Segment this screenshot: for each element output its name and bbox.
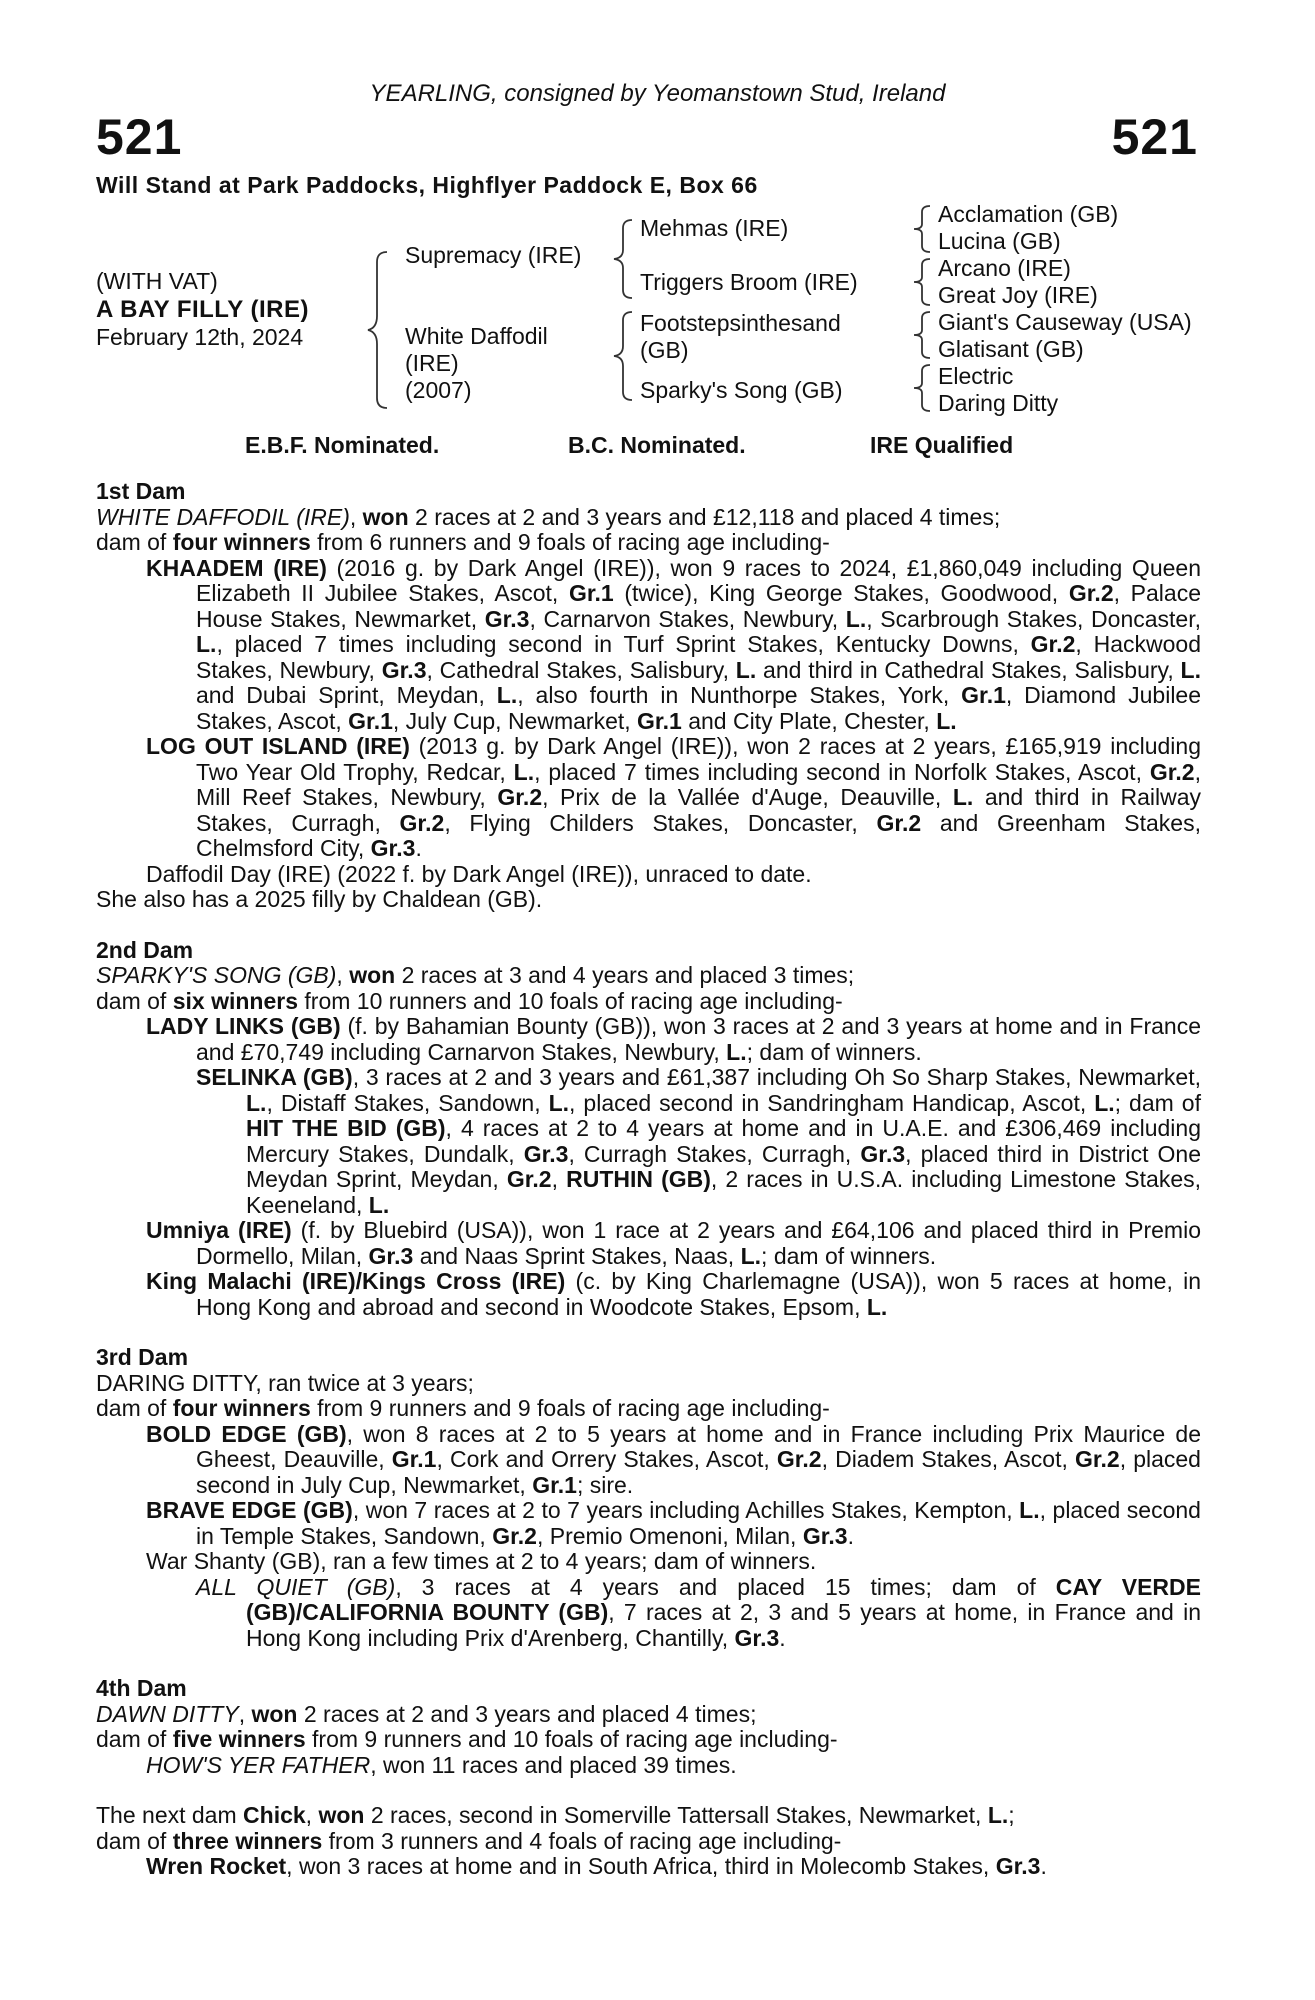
next-dam-produce: dam of three winners from 3 runners and 4 foals of racing age including- <box>96 1827 842 1854</box>
first-dam-record: WHITE DAFFODIL (IRE), won 2 races at 2 and 3 years and £12,118 and placed 4 times; <box>96 503 1001 530</box>
dd-sire: Electric <box>938 363 1014 389</box>
horse-bold-edge: BOLD EDGE (GB) <box>146 1420 347 1447</box>
ss-dam: Lucina (GB) <box>938 228 1061 254</box>
horse-selinka: SELINKA (GB) <box>196 1064 353 1090</box>
dam-sire-line-1: Footstepsinthesand <box>640 310 841 336</box>
dam-line-2: (IRE) <box>405 350 459 376</box>
horse-umniya: Umniya (IRE) <box>146 1217 292 1243</box>
pedigree-brace-3a <box>910 204 936 254</box>
produce-umniya: Umniya (IRE) (f. by Bluebird (USA)), won 1 race at 2 years and £64,106 and placed third in Premio Dormello, Milan, Gr.3 and Naas Sprint Stakes, Naas, L.; dam of winners. <box>146 1217 1201 1269</box>
third-dam-heading: 3rd Dam <box>96 1344 189 1370</box>
ds-dam: Glatisant (GB) <box>938 336 1084 362</box>
horse-king-malachi: King Malachi (IRE)/Kings Cross (IRE) <box>146 1268 566 1294</box>
first-dam-name: WHITE DAFFODIL (IRE) <box>96 503 350 530</box>
sire: Supremacy (IRE) <box>405 242 582 268</box>
first-dam-heading: 1st Dam <box>96 478 186 504</box>
pedigree-brace-3b <box>910 257 936 307</box>
produce-wren-rocket: Wren Rocket, won 3 races at home and in South Africa, third in Molecomb Stakes, Gr.3. <box>146 1853 1047 1879</box>
ire-qualified: IRE Qualified <box>870 432 1014 458</box>
pedigree-brace-3c <box>910 310 936 360</box>
second-dam-name: SPARKY'S SONG (GB) <box>96 962 337 988</box>
second-dam-heading: 2nd Dam <box>96 936 194 963</box>
pedigree-brace-1 <box>365 250 395 410</box>
dam-line-3: (2007) <box>405 377 472 403</box>
pedigree-brace-3d <box>910 363 936 413</box>
produce-war-shanty: War Shanty (GB), ran a few times at 2 to 4 years; dam of winners. <box>146 1548 817 1574</box>
horse-lady-links: LADY LINKS (GB) <box>146 1013 341 1039</box>
horse-khaadem: KHAADEM (IRE) <box>146 554 327 581</box>
sd-sire: Arcano (IRE) <box>938 255 1071 281</box>
date-of-birth: February 12th, 2024 <box>96 324 304 350</box>
horse-log-out-island: LOG OUT ISLAND (IRE) <box>146 733 410 759</box>
stand-location: Will Stand at Park Paddocks, Highflyer Paddock E, Box 66 <box>96 172 758 198</box>
ds-sire: Giant's Causeway (USA) <box>938 309 1192 335</box>
horse-name: A BAY FILLY (IRE) <box>96 296 309 323</box>
sd-dam: Great Joy (IRE) <box>938 282 1098 308</box>
pedigree-brace-2b <box>610 310 640 402</box>
vat-note: (WITH VAT) <box>96 268 218 294</box>
next-dam-record: The next dam Chick, won 2 races, second in Somerville Tattersall Stakes, Newmarket, L.; <box>96 1802 1015 1828</box>
produce-bold-edge: BOLD EDGE (GB), won 8 races at 2 to 5 years at home and in France including Prix Maurice de Gheest, Deauville, Gr.1, Cork and Orrery Stakes, Ascot, Gr.2, Diadem Stakes, Ascot, Gr.2, placed second in July Cup, Newmarket, Gr.1; sire. <box>146 1420 1201 1498</box>
lot-number-right: 521 <box>1111 109 1198 165</box>
horse-wren-rocket: Wren Rocket <box>146 1853 287 1879</box>
first-dam-produce: dam of four winners from 6 runners and 9 foals of racing age including- <box>96 529 830 555</box>
produce-brave-edge: BRAVE EDGE (GB), won 7 races at 2 to 7 years including Achilles Stakes, Kempton, L., placed second in Temple Stakes, Sandown, Gr.2, Premio Omenoni, Milan, Gr.3. <box>146 1497 1201 1549</box>
produce-log-out-island: LOG OUT ISLAND (IRE) (2013 g. by Dark Angel (IRE)), won 2 races at 2 years, £165,919 including Two Year Old Trophy, Redcar, L., placed 7 times including second in Norfolk Stakes, Ascot, Gr.2, Mill Reef Stakes, Newbury, Gr.2, Prix de la Vallée d'Auge, Deauville, L. and third in Railway Stakes, Curragh, Gr.2, Flying Childers Stakes, Doncaster, Gr.2 and Greenham Stakes, Chelmsford City, Gr.3. <box>146 733 1201 861</box>
horse-brave-edge: BRAVE EDGE (GB) <box>146 1497 353 1523</box>
dam-sire-line-2: (GB) <box>640 337 689 363</box>
catalogue-body <box>96 479 1201 1880</box>
produce-lady-links: LADY LINKS (GB) (f. by Bahamian Bounty (GB)), won 3 races at 2 and 3 years at home and in France and £70,749 including Carnarvon Stakes, Newbury, L.; dam of winners. <box>146 1013 1201 1065</box>
produce-hows-yer-father: HOW'S YER FATHER, won 11 races and placed 39 times. <box>146 1751 737 1778</box>
ebf-nominated: E.B.F. Nominated. <box>245 432 440 458</box>
dam-dam: Sparky's Song (GB) <box>640 377 843 403</box>
lot-number-left: 521 <box>96 109 183 165</box>
horse-all-quiet: ALL QUIET (GB) <box>196 1573 396 1600</box>
filly-2025-note: She also has a 2025 filly by Chaldean (GB). <box>96 886 543 912</box>
produce-khaadem: KHAADEM (IRE) (2016 g. by Dark Angel (IRE)), won 9 races to 2024, £1,860,049 including Queen Elizabeth II Jubilee Stakes, Ascot, Gr.1 (twice), King George Stakes, Goodwood, Gr.2, Palace House Stakes, Newmarket, Gr.3, Carnarvon Stakes, Newbury, L., Scarbrough Stakes, Doncaster, L., placed 7 times including second in Turf Sprint Stakes, Kentucky Downs, Gr.2, Hackwood Stakes, Newbury, Gr.3, Cathedral Stakes, Salisbury, L. and third in Cathedral Stakes, Salisbury, L. and Dubai Sprint, Meydan, L., also fourth in Nunthorpe Stakes, York, Gr.1, Diamond Jubilee Stakes, Ascot, Gr.1, July Cup, Newmarket, Gr.1 and City Plate, Chester, L. <box>146 554 1202 734</box>
consignment-line: YEARLING, consigned by Yeomanstown Stud, Ireland <box>369 80 946 107</box>
dd-dam: Daring Ditty <box>938 390 1059 416</box>
produce-all-quiet: ALL QUIET (GB), 3 races at 4 years and placed 15 times; dam of CAY VERDE (GB)/CALIFORNIA BOUNTY (GB), 7 races at 2, 3 and 5 years at home, in France and in Hong Kong including Prix d'Arenberg, Chantilly, Gr.3. <box>196 1573 1201 1651</box>
fourth-dam-name: DAWN DITTY <box>96 1700 239 1727</box>
dam-line-1: White Daffodil <box>405 323 548 349</box>
bc-nominated: B.C. Nominated. <box>568 432 746 458</box>
second-dam-record: SPARKY'S SONG (GB), won 2 races at 3 and 4 years and placed 3 times; <box>96 962 855 988</box>
second-dam-produce: dam of six winners from 10 runners and 10 foals of racing age including- <box>96 987 843 1014</box>
sire-sire: Mehmas (IRE) <box>640 215 789 241</box>
ss-sire: Acclamation (GB) <box>938 201 1119 227</box>
fourth-dam-produce: dam of five winners from 9 runners and 10 foals of racing age including- <box>96 1726 838 1752</box>
fourth-dam-record: DAWN DITTY, won 2 races at 2 and 3 years and placed 4 times; <box>96 1700 757 1727</box>
pedigree-brace-2a <box>610 218 640 300</box>
fourth-dam-heading: 4th Dam <box>96 1675 187 1701</box>
produce-selinka: SELINKA (GB), 3 races at 2 and 3 years and £61,387 including Oh So Sharp Stakes, Newmarket, L., Distaff Stakes, Sandown, L., placed second in Sandringham Handicap, Ascot, L.; dam of HIT THE BID (GB), 4 races at 2 to 4 years at home and in U.A.E. and £306,469 including Mercury Stakes, Dundalk, Gr.3, Curragh Stakes, Curragh, Gr.3, placed third in District One Meydan Sprint, Meydan, Gr.2, RUTHIN (GB), 2 races in U.S.A. including Limestone Stakes, Keeneland, L. <box>196 1064 1202 1218</box>
produce-daffodil-day: Daffodil Day (IRE) (2022 f. by Dark Angel (IRE)), unraced to date. <box>146 860 812 887</box>
third-dam-record: DARING DITTY, ran twice at 3 years; <box>96 1369 474 1396</box>
third-dam-produce: dam of four winners from 9 runners and 9 foals of racing age including- <box>96 1395 830 1421</box>
produce-king-malachi: King Malachi (IRE)/Kings Cross (IRE) (c. by King Charlemagne (USA)), won 5 races at home, in Hong Kong and abroad and second in Woodcote Stakes, Epsom, L. <box>146 1268 1201 1320</box>
sire-dam: Triggers Broom (IRE) <box>640 269 858 295</box>
